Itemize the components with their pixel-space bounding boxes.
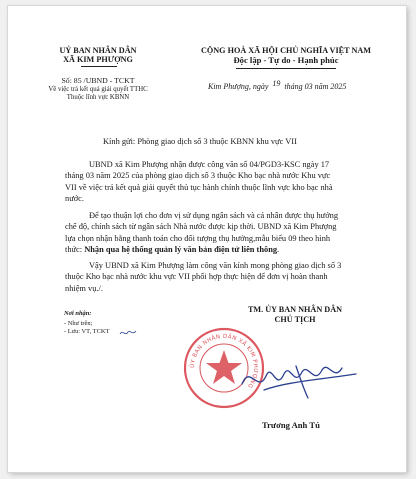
issuer-underline — [81, 66, 117, 67]
issuer-name-line1: UỶ BAN NHÂN DÂN — [59, 46, 137, 55]
seal-ring-text: ỦY BAN NHÂN DÂN XÃ KIM PHƯỢNG — [189, 333, 259, 390]
signing-title: CHỦ TỊCH — [274, 315, 316, 324]
national-title: CỘNG HOÀ XÃ HỘI CHỦ NGHĨA VIỆT NAM — [200, 46, 372, 55]
p3-line-2: thuộc Kho bạc nhà nước khu vực VII phối hợp thực hiện để đơn vị hoàn thanh — [65, 272, 328, 282]
p1-line-1: UBND xã Kim Phượng nhận được công văn số 04/PGD3-KSC ngày 17 — [89, 160, 330, 169]
p2-line-4-suffix: . — [277, 245, 280, 255]
signer-name: Trương Anh Tú — [262, 420, 320, 430]
p3-line-1: Vậy UBND xã Kim Phượng làm công văn kính mong phòng giao dịch số 3 — [89, 261, 342, 270]
national-motto: Độc lập - Tự do - Hạnh phúc — [233, 55, 339, 65]
signing-authority: TM. ỦY BAN NHÂN DÂN — [247, 305, 343, 314]
handwritten-signature — [236, 348, 366, 408]
recipient-line: Kính gửi: Phòng giao dịch số 3 thuộc KBNN khu vực VII — [103, 137, 297, 146]
document-page — [8, 6, 406, 472]
paragraph-3 — [65, 260, 373, 294]
p1-line-4: nước. — [65, 194, 84, 204]
p1-line-2: tháng 03 năm 2025 của phòng giao dịch số 3 thuộc Kho bạc nhà nước Khu vực — [65, 171, 331, 181]
issuer-name-line2: XÃ KIM PHƯỢNG — [63, 55, 133, 64]
recipient-item-2: - Lưu: VT, TCKT — [64, 328, 110, 335]
issue-date — [208, 79, 347, 91]
document-number: Số: 85 /UBND - TCKT — [61, 76, 135, 85]
issue-day: 19 — [272, 79, 281, 88]
paragraph-2 — [65, 210, 373, 256]
recipients-title: Nơi nhận: — [64, 310, 92, 317]
p2-line-4-prefix: thức: — [65, 245, 85, 255]
issue-month-year: tháng 03 năm 2025 — [284, 82, 347, 91]
p2-line-4 — [65, 244, 373, 255]
motto-underline — [236, 68, 336, 69]
subject-line-2: Thuộc lĩnh vực KBNN — [66, 94, 130, 101]
p2-line-3: lựa chọn nhận bằng thanh toán cho đối tượng thụ hưởng,mẫu biểu 09 theo hình — [65, 233, 331, 243]
subject-line-1: Về việc trả kết quả giải quyết TTHC — [48, 86, 148, 93]
delivery-method: Nhận qua hệ thống quản lý văn bản điện tử liên thông — [84, 245, 278, 255]
initials-scribble — [119, 328, 139, 338]
p1-line-3: VII về việc trả kết quả giải quyết thủ tục hành chính thuộc lĩnh vực kho bạc nhà — [65, 182, 333, 192]
p3-line-3: nhiệm vụ./. — [65, 283, 103, 293]
issue-place: Kim Phượng, ngày — [208, 82, 269, 91]
p2-line-2: chế độ, chính sách từ ngân sách Nhà nước được kịp thời. UBND xã Kim Phượng — [65, 222, 337, 232]
p2-line-1: Để tạo thuận lợi cho đơn vị sử dụng ngân sách và cá nhân được thụ hưởng — [89, 211, 339, 220]
recipient-item-1: - Như trên; — [64, 320, 93, 327]
paragraph-1 — [65, 159, 373, 205]
